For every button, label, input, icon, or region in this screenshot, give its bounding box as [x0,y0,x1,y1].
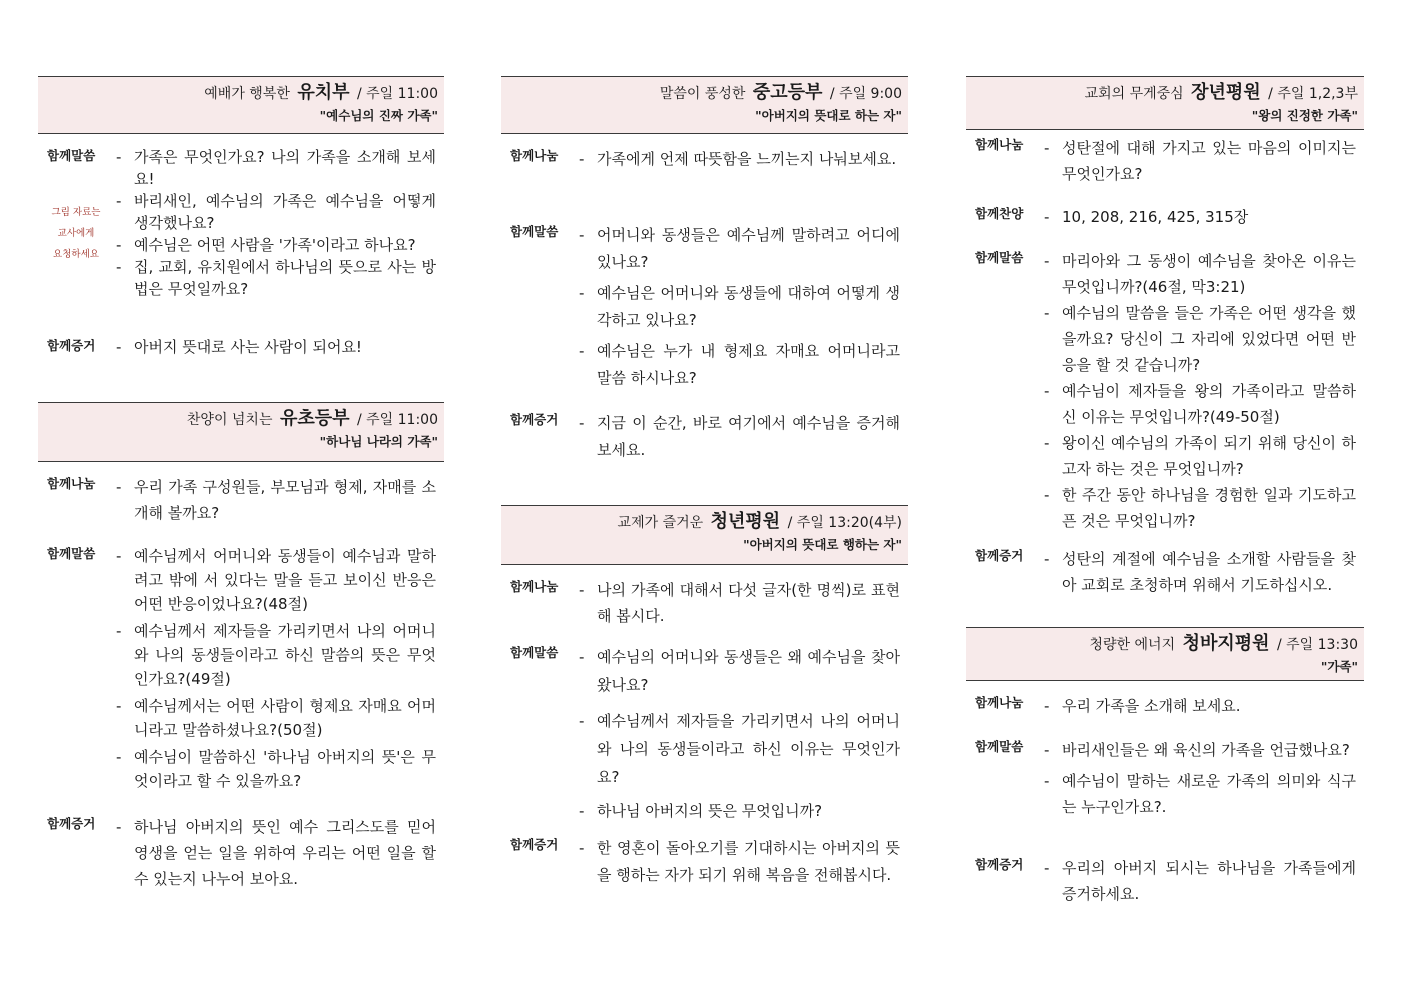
service-time: 주일 9:00 [839,86,902,102]
row-label: 함께증거 [975,548,1024,563]
row-label: 함께증거 [47,338,96,353]
item-list [1044,737,1356,820]
item-list [579,146,900,173]
header-prefix: 말씀이 풍성한 [659,86,746,102]
header-title [972,632,1358,657]
item-list [116,146,436,300]
header-prefix: 교회의 무게중심 [1084,86,1184,102]
header-separator: / [1276,637,1282,653]
item-list [1044,546,1356,598]
item-list [1044,855,1356,907]
header-prefix: 찬양이 넘치는 [186,412,273,428]
department-name: 유치부 [297,82,350,103]
header-title [972,81,1358,106]
theme-title: "예수님의 진짜 가족" [319,108,438,123]
list-item: - 한 주간 동안 하나님을 경험한 일과 기도하고픈 것은 무엇입니까? [1044,482,1356,534]
list-item: - 바리새인들은 왜 육신의 가족을 언급했나요? [1044,737,1356,763]
item-list [579,410,900,464]
column-2 [501,0,908,992]
item-list [1044,135,1356,187]
row-label: 함께말씀 [975,250,1024,265]
row-label: 함께나눔 [510,579,559,594]
list-item: - 어머니와 동생들은 예수님께 말하려고 어디에 있나요? [579,222,900,276]
row-label: 함께말씀 [975,739,1024,754]
list-item: - 예수님의 어머니와 동생들은 왜 예수님을 찾아왔나요? [579,643,900,699]
section-elementary [38,402,444,888]
theme-title: "가족" [1320,659,1358,674]
item-list [116,336,436,358]
section-header [38,76,444,134]
header-title [507,81,902,106]
section-header [501,505,908,565]
department-name: 청바지평원 [1182,633,1270,654]
list-item: - 가족은 무엇인가요? 나의 가족을 소개해 보세요! [116,146,436,190]
list-item: - 아버지 뜻대로 사는 사람이 되어요! [116,336,436,358]
list-item: - 예수님이 제자들을 왕의 가족이라고 말씀하신 이유는 무엇입니까?(49-50절) [1044,378,1356,430]
section-header [38,402,444,462]
item-list [116,474,436,526]
header-separator: / [829,86,835,102]
theme-title: "아버지의 뜻대로 하는 자" [755,108,902,123]
list-item: - 하나님 아버지의 뜻인 예수 그리스도를 믿어 영생을 얻는 일을 위하여 우리는 어떤 일을 할 수 있는지 나누어 보아요. [116,814,436,892]
theme-title: "하나님 나라의 가족" [319,434,438,449]
item-list [579,643,900,825]
section-youth [501,76,908,459]
section-header [501,76,908,134]
list-item: - 예수님께서 제자들을 가리키면서 나의 어머니와 나의 동생들이라고 하신 이유는 무엇인가요? [579,707,900,791]
list-item: - 우리 가족 구성원들, 부모님과 형제, 자매를 소개해 볼까요? [116,474,436,526]
item-list [1044,693,1356,719]
row-label: 함께나눔 [47,476,96,491]
service-time: 주일 11:00 [366,86,438,102]
department-name: 유초등부 [279,408,350,429]
header-title [44,81,438,106]
row-label: 함께나눔 [975,695,1024,710]
service-time: 주일 13:30 [1286,637,1358,653]
list-item: - 우리 가족을 소개해 보세요. [1044,693,1356,719]
list-item: - 예수님께서 제자들을 가리키면서 나의 어머니와 나의 동생들이라고 하신 말씀의 뜻은 무엇인가요?(49절) [116,619,436,691]
list-item: - 예수님께서 어머니와 동생들이 예수님과 말하려고 밖에 서 있다는 말을 듣고 보이신 반응은 어떤 반응이었나요?(48절) [116,544,436,616]
row-label: 함께말씀 [47,546,96,561]
list-item: - 나의 가족에 대해서 다섯 글자(한 명씩)로 표현해 봅시다. [579,577,900,629]
section-header [966,627,1364,681]
header-prefix: 교제가 즐거운 [617,515,704,531]
item-list [579,222,900,392]
item-list [116,814,436,892]
item-list [1044,248,1356,534]
section-young-adult [501,505,908,884]
row-label: 함께증거 [47,816,96,831]
list-item: - 예수님께서는 어떤 사람이 형제요 자매요 어머니라고 말씀하셨나요?(50절) [116,694,436,742]
note-line: 그림 자료는 [51,207,101,218]
row-label: 함께증거 [510,412,559,427]
list-item: - 하나님 아버지의 뜻은 무엇입니까? [579,797,900,825]
list-item: - 예수님이 말씀하신 '하나님 아버지의 뜻'은 무엇이라고 할 수 있을까요? [116,745,436,793]
row-label: 함께증거 [975,857,1024,872]
service-time: 주일 11:00 [366,412,438,428]
row-label: 함께말씀 [47,148,96,163]
header-separator: / [356,412,362,428]
list-item: - 지금 이 순간, 바로 여기에서 예수님을 증거해 보세요. [579,410,900,464]
note-line: 요청하세요 [53,249,99,260]
row-label: 함께찬양 [975,206,1024,221]
header-separator: / [787,515,793,531]
list-item: - 예수님은 어떤 사람을 '가족'이라고 하나요? [116,234,436,256]
column-3 [966,0,1364,992]
column-1 [38,0,444,992]
row-label: 함께말씀 [510,224,559,239]
list-item: - 우리의 아버지 되시는 하나님을 가족들에게 증거하세요. [1044,855,1356,907]
list-item: - 예수님의 말씀을 들은 가족은 어떤 생각을 했을까요? 당신이 그 자리에 있었다면 어떤 반응을 할 것 같습니까? [1044,300,1356,378]
section-header [966,76,1364,130]
list-item: - 가족에게 언제 따뜻함을 느끼는지 나눠보세요. [579,146,900,173]
section-kindergarten [38,76,444,356]
row-label: 함께나눔 [510,148,559,163]
item-list [116,544,436,793]
item-list [579,577,900,629]
list-item: - 성탄의 계절에 예수님을 소개할 사람들을 찾아 교회로 초청하며 위해서 기도하십시오. [1044,546,1356,598]
list-item: - 예수님은 어머니와 동생들에 대하여 어떻게 생각하고 있나요? [579,280,900,334]
department-name: 장년평원 [1191,82,1261,103]
department-name: 중고등부 [752,82,823,103]
header-separator: / [356,86,362,102]
list-item: - 바리새인, 예수님의 가족은 예수님을 어떻게 생각했나요? [116,190,436,234]
department-name: 청년평원 [710,511,781,532]
theme-title: "왕의 진정한 가족" [1251,108,1358,123]
header-prefix: 청량한 에너지 [1089,637,1176,653]
list-item: - 집, 교회, 유치원에서 하나님의 뜻으로 사는 방법은 무엇일까요? [116,256,436,300]
teacher-note [47,202,105,265]
item-list [1044,204,1356,230]
note-line: 교사에게 [57,228,95,239]
list-item: - 예수님이 말하는 새로운 가족의 의미와 식구는 누구인가요?. [1044,768,1356,820]
service-time: 주일 13:20(4부) [796,515,902,531]
list-item: - 마리아와 그 동생이 예수님을 찾아온 이유는 무엇입니까?(46절, 막3:21) [1044,248,1356,300]
header-separator: / [1268,86,1273,102]
section-jeans-ministry [966,627,1364,903]
item-list [579,835,900,889]
list-item: - 10, 208, 216, 425, 315장 [1044,204,1356,230]
list-item: - 성탄절에 대해 가지고 있는 마음의 이미지는 무엇인가요? [1044,135,1356,187]
list-item: - 한 영혼이 돌아오기를 기대하시는 아버지의 뜻을 행하는 자가 되기 위해 복음을 전해봅시다. [579,835,900,889]
list-item: - 왕이신 예수님의 가족이 되기 위해 당신이 하고자 하는 것은 무엇입니까? [1044,430,1356,482]
row-label: 함께나눔 [975,137,1024,152]
header-title [44,407,438,432]
theme-title: "아버지의 뜻대로 행하는 자" [743,537,902,552]
header-prefix: 예배가 행복한 [204,86,290,102]
section-adult [966,76,1364,594]
list-item: - 예수님은 누가 내 형제요 자매요 어머니라고 말씀 하시나요? [579,338,900,392]
service-time: 주일 1,2,3부 [1277,86,1358,102]
header-title [507,510,902,535]
row-label: 함께증거 [510,837,559,852]
row-label: 함께말씀 [510,645,559,660]
